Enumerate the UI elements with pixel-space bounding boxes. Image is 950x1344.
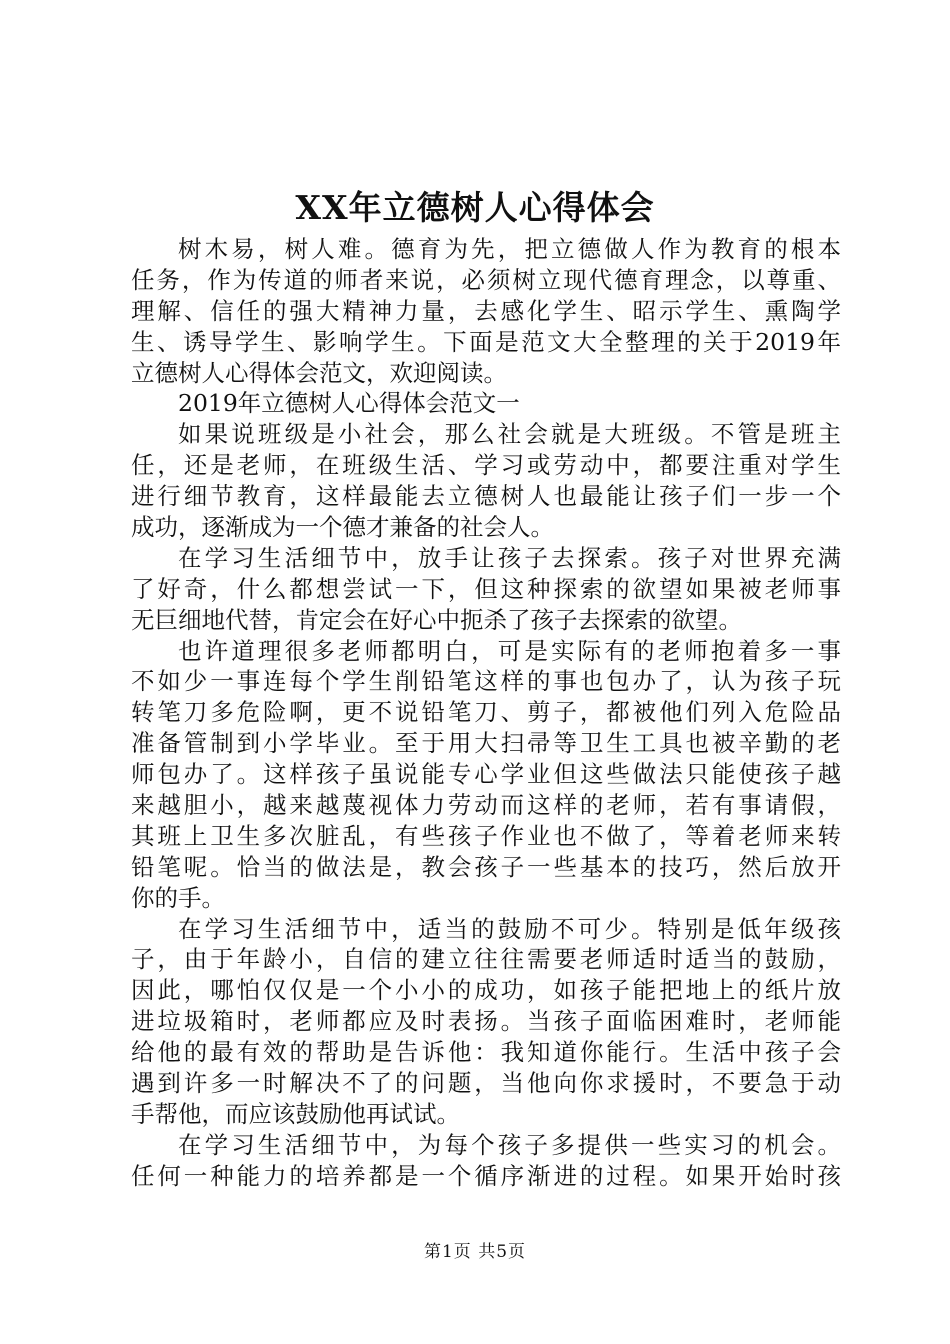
body-line: 无巨细地代替，肯定会在好心中扼杀了孩子去探索的欲望。 (131, 605, 742, 634)
body-line: 也许道理很多老师都明白，可是实际有的老师抱着多一事 (178, 636, 841, 665)
body-line: 在学习生活细节中，适当的鼓励不可少。特别是低年级孩 (178, 914, 841, 943)
body-line: 进行细节教育，这样最能去立德树人也最能让孩子们一步一个 (131, 482, 841, 511)
body-line: 在学习生活细节中，为每个孩子多提供一些实习的机会。 (178, 1130, 841, 1159)
body-line: 任何一种能力的培养都是一个循序渐进的过程。如果开始时孩 (131, 1161, 841, 1190)
body-line: 手帮他，而应该鼓励他再试试。 (131, 1099, 460, 1128)
body-line: 给他的最有效的帮助是告诉他：我知道你能行。生活中孩子会 (131, 1038, 841, 1067)
body-line: 遇到许多一时解决不了的问题，当他向你求援时，不要急于动 (131, 1069, 841, 1098)
body-line: 你的手。 (131, 883, 225, 912)
body-line: 任，还是老师，在班级生活、学习或劳动中，都要注重对学生 (131, 451, 841, 480)
body-line: 其班上卫生多次脏乱，有些孩子作业也不做了，等着老师来转 (131, 821, 841, 850)
body-line: 理解、信任的强大精神力量，去感化学生、昭示学生、熏陶学 (131, 296, 841, 325)
body-line: 来越胆小，越来越蔑视体力劳动而这样的老师，若有事请假， (131, 791, 841, 820)
body-line: 因此，哪怕仅仅是一个小小的成功，如孩子能把地上的纸片放 (131, 976, 841, 1005)
body-line: 转笔刀多危险啊，更不说铅笔刀、剪子，都被他们列入危险品 (131, 698, 841, 727)
body-line: 在学习生活细节中，放手让孩子去探索。孩子对世界充满 (178, 543, 841, 572)
body-line: 树木易，树人难。德育为先，把立德做人作为教育的根本 (178, 235, 841, 263)
document-title: XX年立德树人心得体会 (295, 188, 655, 227)
body-line: 生、诱导学生、影响学生。下面是范文大全整理的关于2019年 (131, 327, 841, 356)
body-line: 了好奇，什么都想尝试一下，但这种探索的欲望如果被老师事 (131, 574, 841, 603)
body-line: 不如少一事连每个学生削铅笔这样的事也包办了，认为孩子玩 (131, 667, 841, 696)
document-body (131, 234, 841, 1192)
page-footer: 第1页 共5页 (423, 1242, 527, 1262)
body-line: 2019年立德树人心得体会范文一 (178, 389, 520, 418)
body-line: 进垃圾箱时，老师都应及时表扬。当孩子面临困难时，老师能 (131, 1007, 841, 1036)
body-line: 准备管制到小学毕业。至于用大扫帚等卫生工具也被辛勤的老 (131, 729, 841, 758)
body-line: 铅笔呢。恰当的做法是，教会孩子一些基本的技巧，然后放开 (131, 852, 841, 881)
body-line: 任务，作为传道的师者来说，必须树立现代德育理念，以尊重、 (131, 265, 841, 294)
body-line: 立德树人心得体会范文，欢迎阅读。 (131, 358, 507, 387)
body-line: 子，由于年龄小，自信的建立往往需要老师适时适当的鼓励， (131, 945, 841, 974)
body-line: 如果说班级是小社会，那么社会就是大班级。不管是班主 (178, 420, 841, 449)
body-line: 师包办了。这样孩子虽说能专心学业但这些做法只能使孩子越 (131, 760, 841, 789)
body-line: 成功，逐渐成为一个德才兼备的社会人。 (131, 513, 554, 542)
